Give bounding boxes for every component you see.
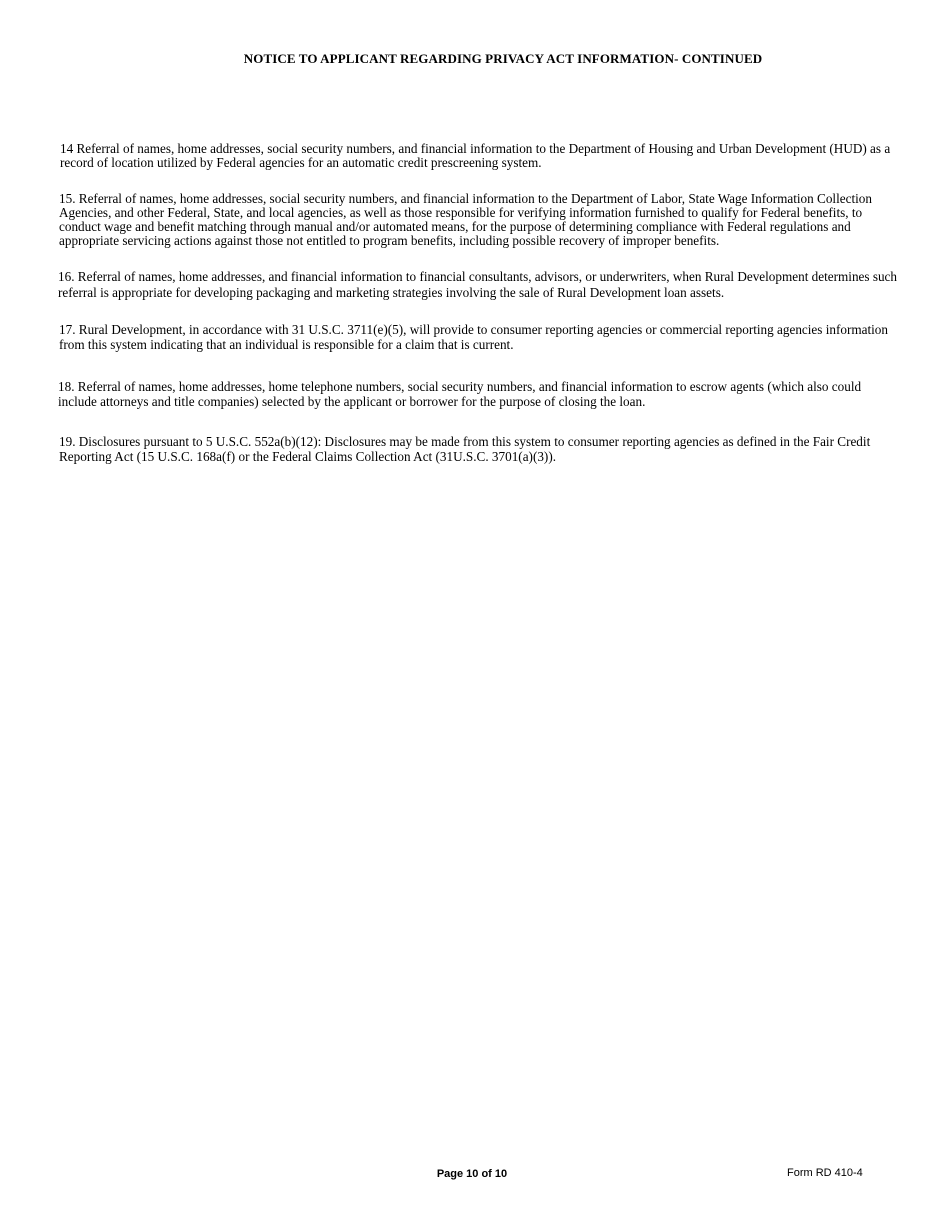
paragraph-18: 18. Referral of names, home addresses, home telephone numbers, social security numbers, and financial information to escrow agents (which also could include attorneys and title companies) selected by the applicant or borrower for the purpose of closing the loan. [58, 379, 862, 409]
paragraph-19: 19. Disclosures pursuant to 5 U.S.C. 552a(b)(12): Disclosures may be made from this system to consumer reporting agencies as defined in the Fair Credit Reporting Act (15 U.S.C. 168a(f) or the Federal Claims Collection Act (31U.S.C. 3701(a)(3)). [59, 434, 871, 464]
paragraph-17: 17. Rural Development, in accordance with 31 U.S.C. 3711(e)(5), will provide to consumer reporting agencies or commercial reporting agencies information from this system indicating that an individual is responsible for a claim that is current. [59, 322, 888, 352]
page-number: Page 10 of 10 [436, 1168, 508, 1180]
paragraph-15: 15. Referral of names, home addresses, social security numbers, and financial information to the Department of Labor, State Wage Information Collection Agencies, and other Federal, State, and local agencies, as well as those responsible for verifying information furnished to qualify for Federal benefits, to conduct wage and benefit matching through manual and/or automated means, for the purpose of determining compliance with Federal regulations and appropriate servicing actions against those not entitled to program benefits, including possible recovery of improper benefits. [59, 191, 872, 248]
paragraph-16: 16. Referral of names, home addresses, and financial information to financial consultants, advisors, or underwriters, when Rural Development determines such referral is appropriate for developing packaging and marketing strategies involving the sale of Rural Development loan assets. [58, 269, 897, 300]
document-title: NOTICE TO APPLICANT REGARDING PRIVACY ACT INFORMATION- CONTINUED [243, 51, 763, 66]
paragraph-14: 14 Referral of names, home addresses, social security numbers, and financial information to the Department of Housing and Urban Development (HUD) as a record of location utilized by Federal agencies for an automatic credit prescreening system. [60, 141, 891, 170]
form-number: Form RD 410-4 [787, 1167, 863, 1179]
